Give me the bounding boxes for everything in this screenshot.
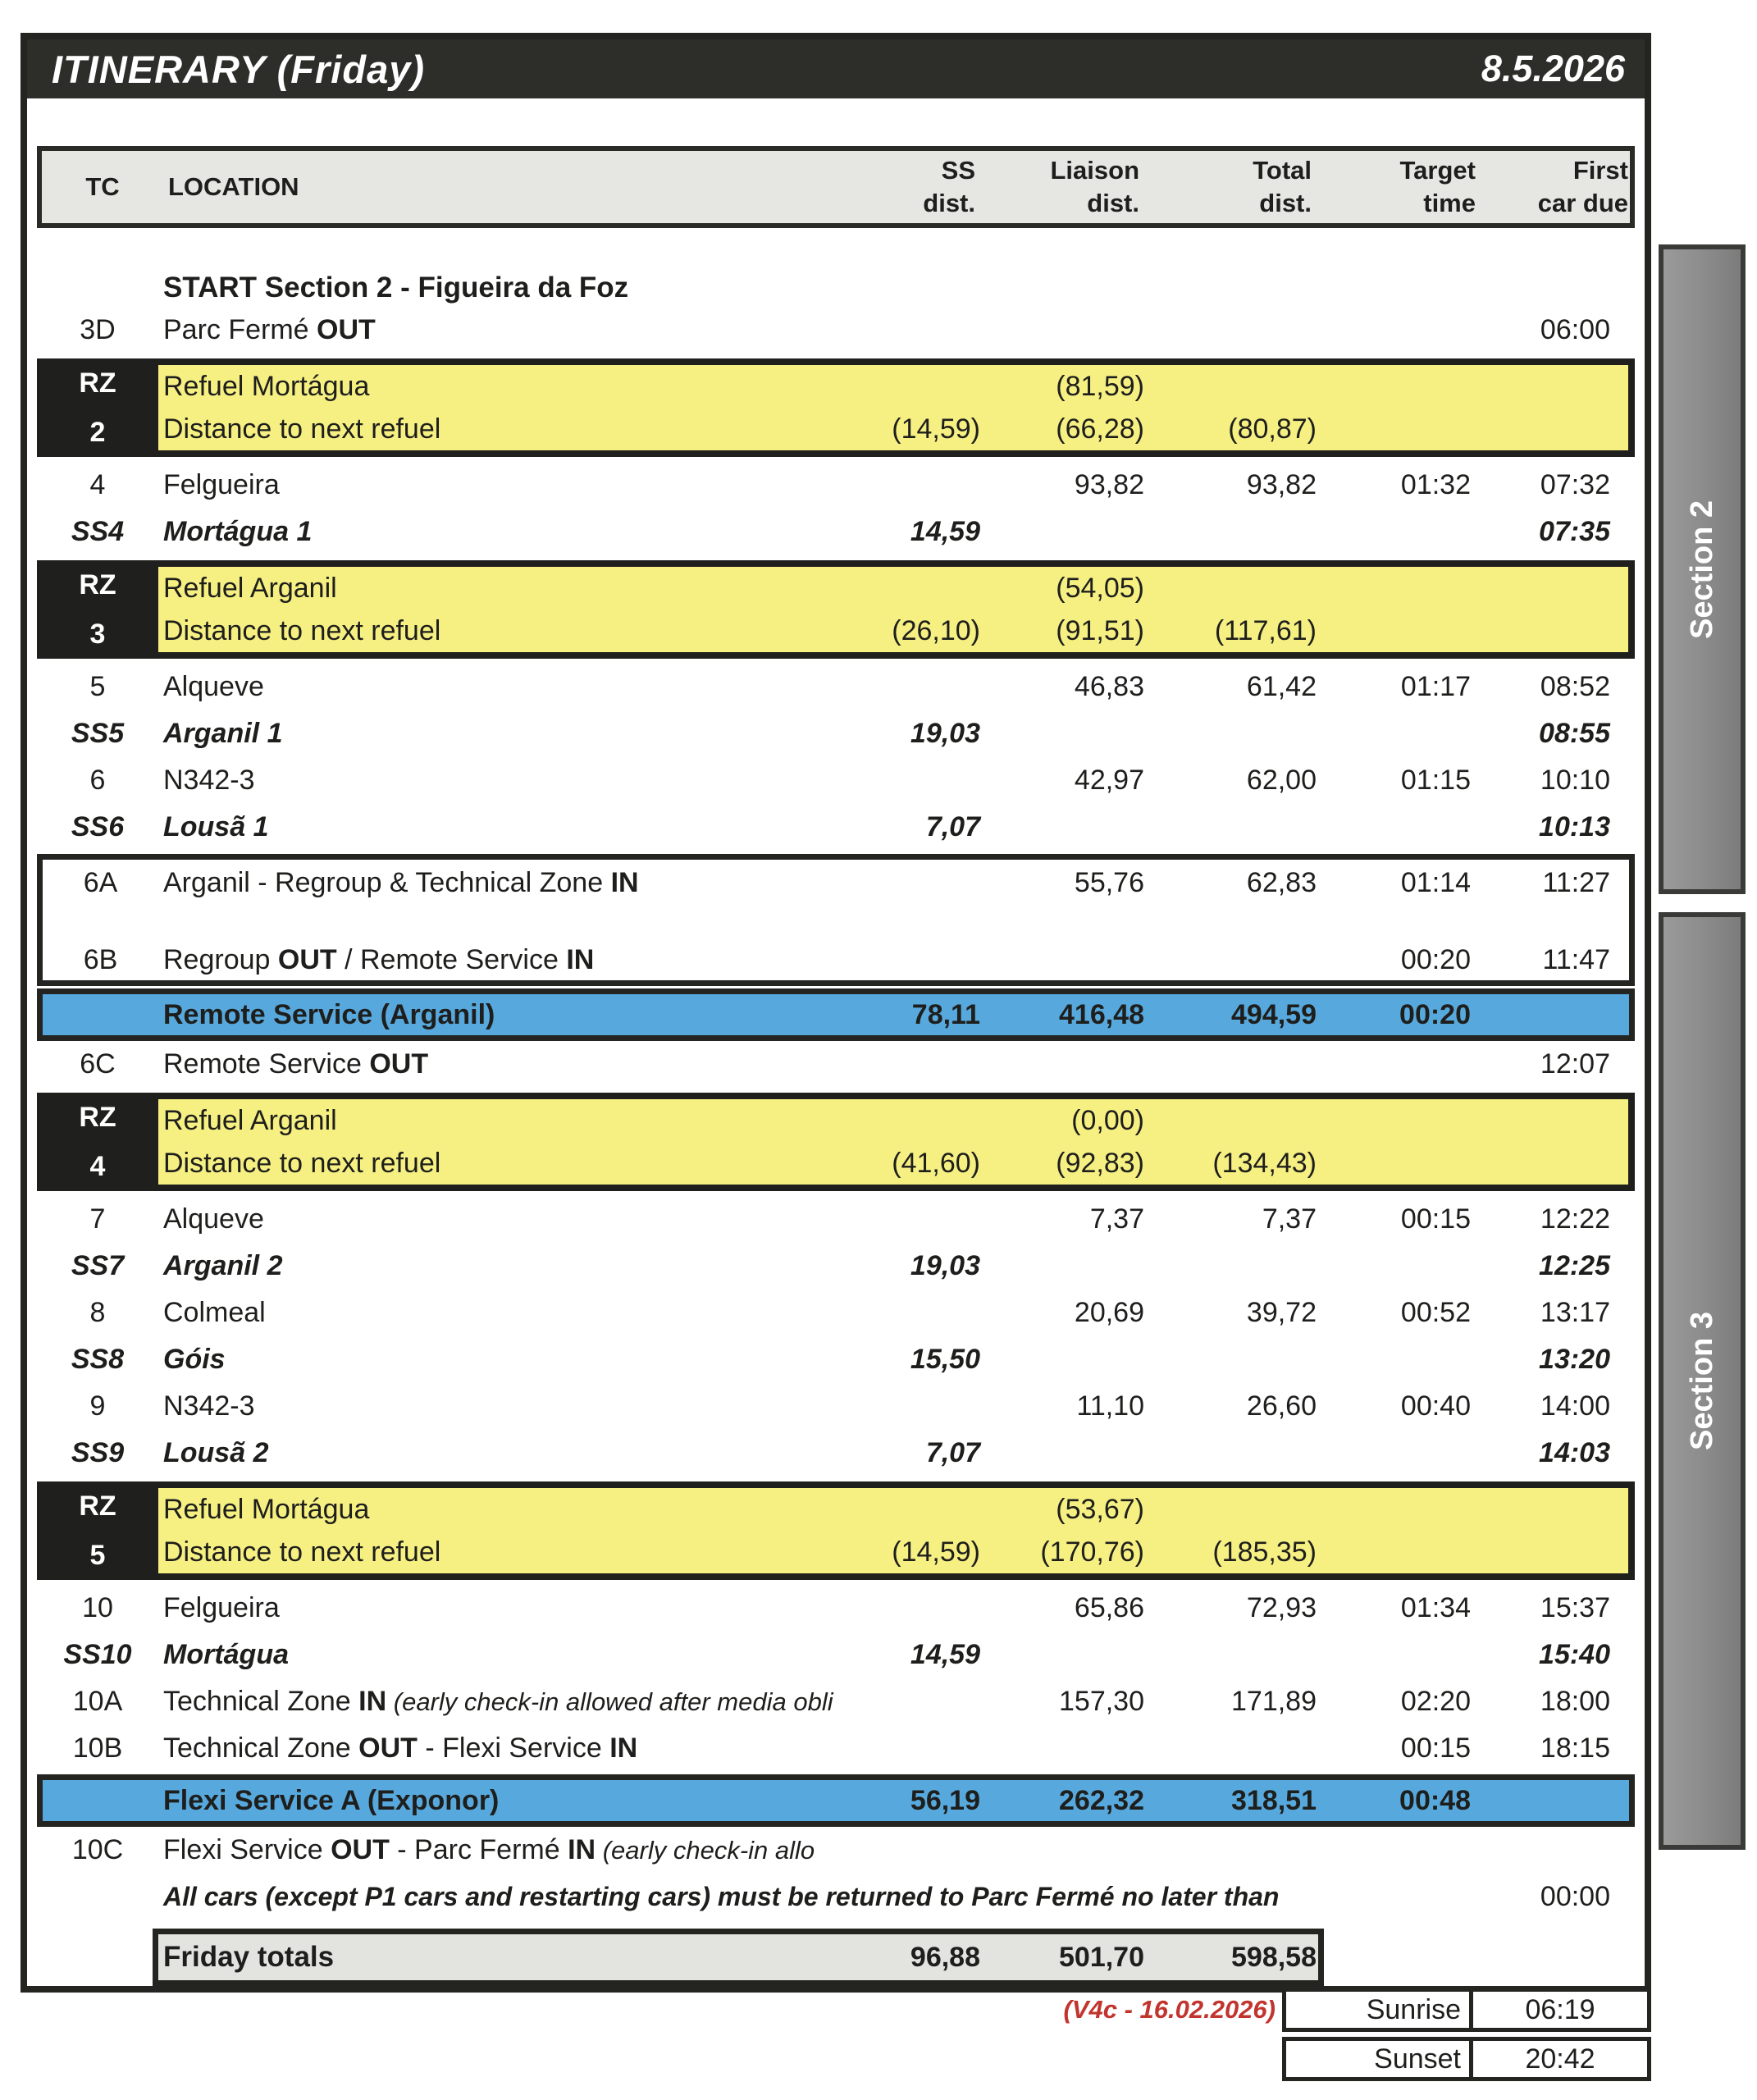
stage-row-10a: 10A Technical Zone IN (early check-in allowed after media obli 157,30 171,89 02:20 18:00	[72, 1686, 1610, 1717]
refuel-panel: Refuel Arganil (54,05) Distance to next refuel (26,10) (91,51) (117,61)	[158, 567, 1628, 652]
totals-liaison-dist: 501,70	[1059, 1941, 1144, 1973]
service-label: Remote Service (Arganil)	[163, 998, 495, 1030]
special-stage-row-ss10: SS10 Mortágua 14,59 15:40	[63, 1639, 1610, 1670]
col-header-location: LOCATION	[168, 172, 299, 201]
col-header-first-car-due: First car due	[1537, 156, 1628, 217]
special-stage-row-ss6: SS6 Lousã 1 7,07 10:13	[71, 811, 1610, 842]
stage-row-6b: 6B Regroup OUT / Remote Service IN 00:20 11:47	[83, 943, 1610, 975]
first-car-due-cell: 06:00	[1540, 314, 1610, 345]
stage-row-6a: 6A Arganil - Regroup & Technical Zone IN 55,76 62,83 01:14 11:27	[83, 867, 1610, 898]
sunrise-time: 06:19	[1525, 1993, 1595, 2025]
stage-row-3d	[37, 307, 1635, 354]
rz-label: RZ 3	[79, 568, 116, 650]
totals-row	[153, 1929, 1324, 1986]
stage-row-4: 4 Felgueira 93,82 93,82 01:32 07:32	[89, 469, 1610, 500]
stage-row-10: 10 Felgueira 65,86 72,93 01:34 15:37	[82, 1592, 1610, 1623]
itinerary-document	[21, 33, 1651, 1993]
refuel-panel: Refuel Arganil (0,00) Distance to next refuel (41,60) (92,83) (134,43)	[158, 1099, 1628, 1185]
column-header-row	[37, 146, 1635, 228]
version-label: (V4c - 16.02.2026)	[1063, 1995, 1276, 2024]
sunset-time: 20:42	[1525, 2043, 1595, 2075]
section-3-bar: Section 3	[1659, 912, 1746, 1850]
rz-label: RZ 5	[79, 1490, 116, 1571]
regroup-technical-zone-box	[37, 854, 1635, 986]
refuel-panel: Refuel Mortágua (53,67) Distance to next refuel (14,59) (170,76) (185,35)	[158, 1488, 1628, 1573]
stage-row-5: 5 Alqueve 46,83 61,42 01:17 08:52	[89, 671, 1610, 702]
special-stage-row-ss5: SS5 Arganil 1 19,03 08:55	[71, 718, 1610, 749]
service-label: Flexi Service A (Exponor)	[163, 1784, 500, 1816]
col-header-ss-dist: SS dist.	[923, 156, 975, 217]
location-cell: Parc Fermé OUT	[163, 314, 376, 345]
stage-row-6: 6 N342-3 42,97 62,00 01:15 10:10	[89, 765, 1610, 796]
refuel-zone-5	[37, 1481, 1635, 1580]
col-header-target-time: Target time	[1399, 156, 1476, 217]
col-header-liaison-dist: Liaison dist.	[1050, 156, 1139, 217]
stage-row-6c: 6C Remote Service OUT 12:07	[80, 1048, 1610, 1080]
title-band	[27, 39, 1645, 98]
refuel-zone-4	[37, 1093, 1635, 1191]
refuel-panel	[158, 365, 1628, 450]
section-2-bar: Section 2	[1659, 244, 1746, 894]
rz-label: RZ 4	[79, 1101, 116, 1182]
page-title: ITINERARY (Friday)	[52, 47, 425, 91]
itinerary-table	[27, 146, 1645, 1986]
service-row-flexi: Flexi Service A (Exponor) 56,19 262,32 318,51 00:48	[37, 1774, 1635, 1827]
sunrise-label: Sunrise	[1286, 1992, 1473, 2028]
service-row-remote: Remote Service (Arganil) 78,11 416,48 494,59 00:20	[37, 988, 1635, 1041]
col-header-tc: TC	[85, 172, 120, 201]
refuel-liaison-dist: (81,59)	[1056, 370, 1144, 402]
stage-row-9: 9 N342-3 11,10 26,60 00:40 14:00	[89, 1390, 1610, 1422]
stage-row-7: 7 Alqueve 7,37 7,37 00:15 12:22	[89, 1203, 1610, 1235]
sunset-label: Sunset	[1286, 2041, 1473, 2077]
totals-ss-dist: 96,88	[910, 1941, 980, 1973]
col-header-total-dist: Total dist.	[1253, 156, 1312, 217]
stage-row-10c: 10C Flexi Service OUT - Parc Fermé IN (early check-in allo	[71, 1834, 815, 1865]
sunrise-box	[1282, 1988, 1651, 2032]
stage-row-8: 8 Colmeal 20,69 39,72 00:52 13:17	[89, 1297, 1610, 1328]
regroup-gap	[43, 906, 1629, 939]
special-stage-row-ss9: SS9 Lousã 2 7,07 14:03	[71, 1437, 1610, 1468]
section-start-heading: START Section 2 - Figueira da Foz	[163, 272, 629, 304]
stage-row-10b: 10B Technical Zone OUT - Flexi Service IN 00:15 18:15	[72, 1732, 1610, 1764]
special-stage-row-ss4: SS4 Mortágua 1 14,59 07:35	[71, 516, 1610, 547]
refuel-distance-line: Distance to next refuel (14,59) (66,28) (80,87)	[163, 413, 1317, 445]
parc-ferme-note-row: All cars (except P1 cars and restarting cars) must be returned to Parc Fermé no later than 00:00	[37, 1874, 1635, 1920]
refuel-zone-2	[37, 358, 1635, 457]
totals-total-dist: 598,58	[1231, 1941, 1317, 1973]
date-label: 8.5.2026	[1481, 48, 1625, 89]
refuel-name-line: Refuel Mortágua (81,59)	[163, 370, 1144, 402]
tc-cell: 3D	[80, 314, 116, 345]
refuel-zone-3	[37, 560, 1635, 659]
sunset-box	[1282, 2037, 1651, 2081]
rz-label: RZ 2	[79, 367, 116, 448]
special-stage-row-ss8: SS8 Góis 15,50 13:20	[71, 1344, 1610, 1375]
special-stage-row-ss7: SS7 Arganil 2 19,03 12:25	[71, 1250, 1610, 1281]
note-text: All cars (except P1 cars and restarting cars) must be returned to Parc Fermé no later than	[163, 1882, 1280, 1911]
totals-label: Friday totals	[163, 1941, 335, 1973]
